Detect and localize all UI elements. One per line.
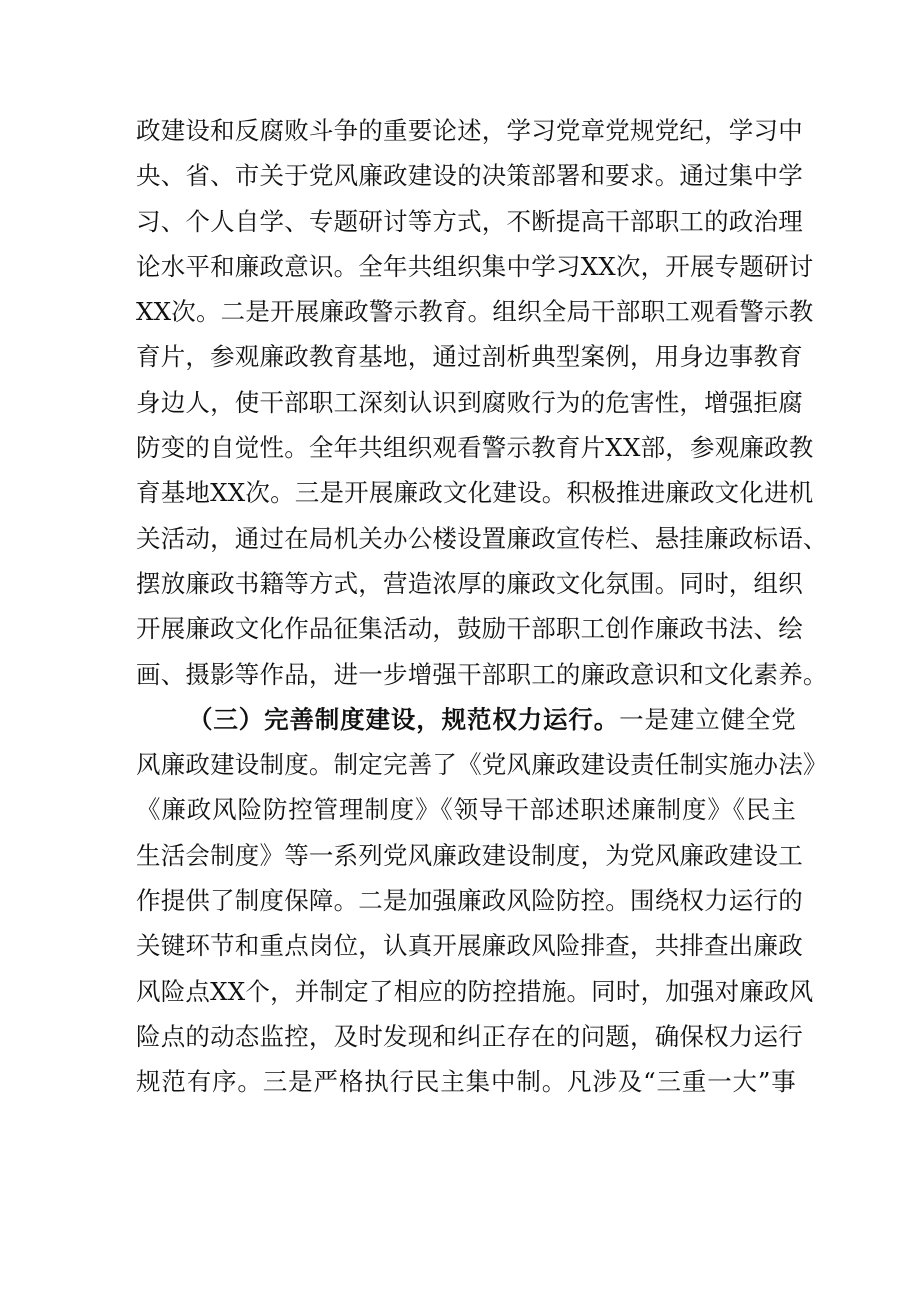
text-line: 政建设和反腐败斗争的重要论述，学习党章党规党纪，学习中 <box>136 116 803 145</box>
text-line: 关键环节和重点岗位，认真开展廉政风险排查，共排查出廉政 <box>136 931 803 961</box>
text-line: 画、摄影等作品，进一步增强干部职工的廉政意识和文化素养。 <box>136 659 828 689</box>
text-line: 习、个人自学、专题研讨等方式，不断提高干部职工的政治理 <box>136 206 803 236</box>
document-body <box>136 108 828 1105</box>
text-line: 开展廉政文化作品征集活动，鼓励干部职工创作廉政书法、绘 <box>136 614 803 644</box>
text-line: 《廉政风险防控管理制度》《领导干部述职述廉制度》《民主 <box>136 795 796 825</box>
text-line: XX次。二是开展廉政警示教育。组织全局干部职工观看警示教 <box>136 297 814 327</box>
paragraph-education <box>136 108 828 697</box>
text-line: 规范有序。三是严格执行民主集中制。凡涉及“三重一大”事 <box>136 1067 796 1097</box>
text-line: 生活会制度》等一系列党风廉政建设制度，为党风廉政建设工 <box>136 840 803 870</box>
text-line: 论水平和廉政意识。全年共组织集中学习XX次，开展专题研讨 <box>136 251 814 281</box>
text-line: 防变的自觉性。全年共组织观看警示教育片XX部，参观廉政教 <box>136 433 814 463</box>
heading-line-rest: 一是建立健全党 <box>619 704 796 734</box>
section-heading-line <box>136 697 796 742</box>
text-line: 央、省、市关于党风廉政建设的决策部署和要求。通过集中学 <box>136 161 803 191</box>
text-line: 育基地XX次。三是开展廉政文化建设。积极推进廉政文化进机 <box>136 478 814 508</box>
text-line: 风廉政建设制度。制定完善了《党风廉政建设责任制实施办法》 <box>136 750 828 780</box>
text-line: 作提供了制度保障。二是加强廉政风险防控。围绕权力运行的 <box>136 886 803 916</box>
section-heading: （三）完善制度建设，规范权力运行。 <box>188 704 620 734</box>
text-line: 摆放廉政书籍等方式，营造浓厚的廉政文化氛围。同时，组织 <box>136 568 803 598</box>
text-line: 关活动，通过在局机关办公楼设置廉政宣传栏、悬挂廉政标语、 <box>136 523 828 553</box>
text-line: 风险点XX个，并制定了相应的防控措施。同时，加强对廉政风 <box>136 976 814 1006</box>
text-line: 险点的动态监控，及时发现和纠正存在的问题，确保权力运行 <box>136 1021 803 1051</box>
text-line: 身边人，使干部职工深刻认识到腐败行为的危害性，增强拒腐 <box>136 387 803 417</box>
paragraph-system-building <box>136 697 828 1105</box>
text-line: 育片，参观廉政教育基地，通过剖析典型案例，用身边事教育 <box>136 342 803 372</box>
